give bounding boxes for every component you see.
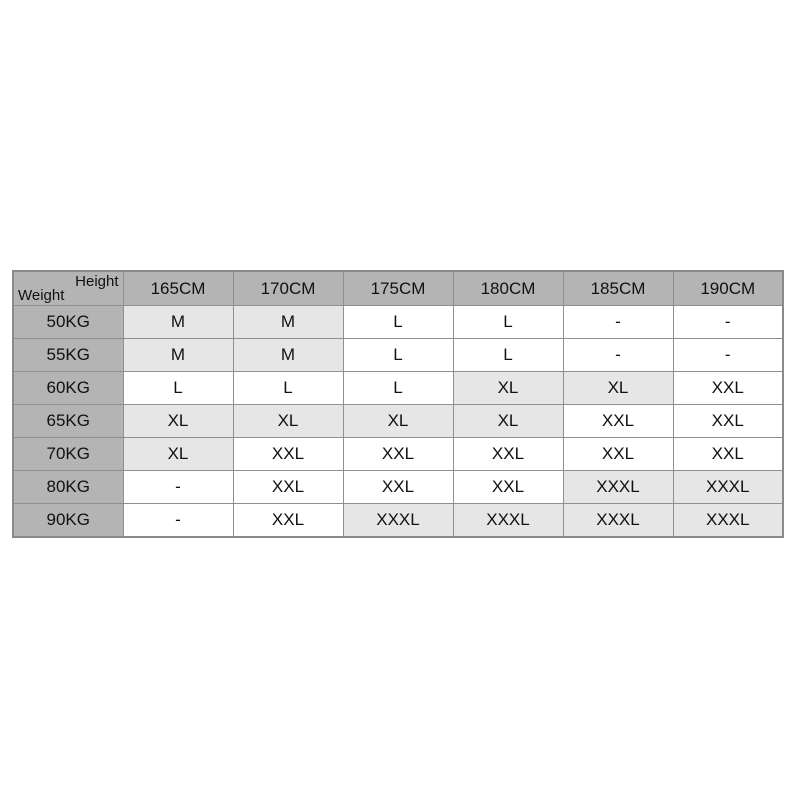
size-cell: L [343, 339, 453, 372]
size-cell: XL [453, 405, 563, 438]
weight-row-header: 50KG [13, 306, 123, 339]
size-cell: XXXL [673, 471, 783, 504]
size-cell: M [233, 306, 343, 339]
size-cell: - [123, 471, 233, 504]
weight-row-header: 70KG [13, 438, 123, 471]
size-cell: L [343, 306, 453, 339]
weight-row-header: 65KG [13, 405, 123, 438]
size-cell: M [233, 339, 343, 372]
table-row [13, 438, 783, 471]
size-cell: M [123, 339, 233, 372]
height-axis-label: Height [75, 273, 119, 290]
size-cell: XL [343, 405, 453, 438]
size-cell: XXXL [563, 504, 673, 537]
size-cell: - [673, 306, 783, 339]
size-cell: XXL [233, 438, 343, 471]
weight-row-header: 90KG [13, 504, 123, 537]
size-cell: XXXL [673, 504, 783, 537]
table-row [13, 504, 783, 537]
height-header-cell: 170CM [233, 271, 343, 306]
size-cell: XXL [673, 438, 783, 471]
size-cell: L [123, 372, 233, 405]
size-rows [13, 306, 783, 537]
size-cell: XXL [343, 438, 453, 471]
size-cell: L [233, 372, 343, 405]
height-header-cell: 165CM [123, 271, 233, 306]
size-cell: - [673, 339, 783, 372]
size-cell: - [563, 306, 673, 339]
table-row [13, 339, 783, 372]
size-cell: L [453, 339, 563, 372]
height-header-cell: 180CM [453, 271, 563, 306]
size-cell: XXL [343, 471, 453, 504]
weight-axis-label: Weight [18, 287, 65, 304]
size-cell: - [123, 504, 233, 537]
size-cell: XXL [233, 504, 343, 537]
size-cell: XXL [453, 438, 563, 471]
height-header-cell: 175CM [343, 271, 453, 306]
height-header-cell: 185CM [563, 271, 673, 306]
size-cell: XXXL [563, 471, 673, 504]
weight-row-header: 55KG [13, 339, 123, 372]
size-cell: XXXL [343, 504, 453, 537]
size-cell: XXL [233, 471, 343, 504]
size-cell: XL [453, 372, 563, 405]
size-cell: - [563, 339, 673, 372]
size-cell: XXL [673, 405, 783, 438]
weight-row-header: 60KG [13, 372, 123, 405]
size-cell: XL [123, 405, 233, 438]
size-cell: L [343, 372, 453, 405]
table-row [13, 306, 783, 339]
corner-header [13, 271, 123, 306]
size-chart-table [12, 270, 784, 538]
size-cell: XXL [563, 405, 673, 438]
table-row [13, 405, 783, 438]
size-cell: XXL [453, 471, 563, 504]
size-cell: XL [123, 438, 233, 471]
size-cell: XXL [563, 438, 673, 471]
size-cell: XL [233, 405, 343, 438]
size-cell: XXL [673, 372, 783, 405]
table-row [13, 372, 783, 405]
size-cell: XXXL [453, 504, 563, 537]
size-cell: L [453, 306, 563, 339]
size-cell: XL [563, 372, 673, 405]
weight-row-header: 80KG [13, 471, 123, 504]
height-header-row [13, 271, 783, 306]
table-row [13, 471, 783, 504]
size-cell: M [123, 306, 233, 339]
height-header-cell: 190CM [673, 271, 783, 306]
